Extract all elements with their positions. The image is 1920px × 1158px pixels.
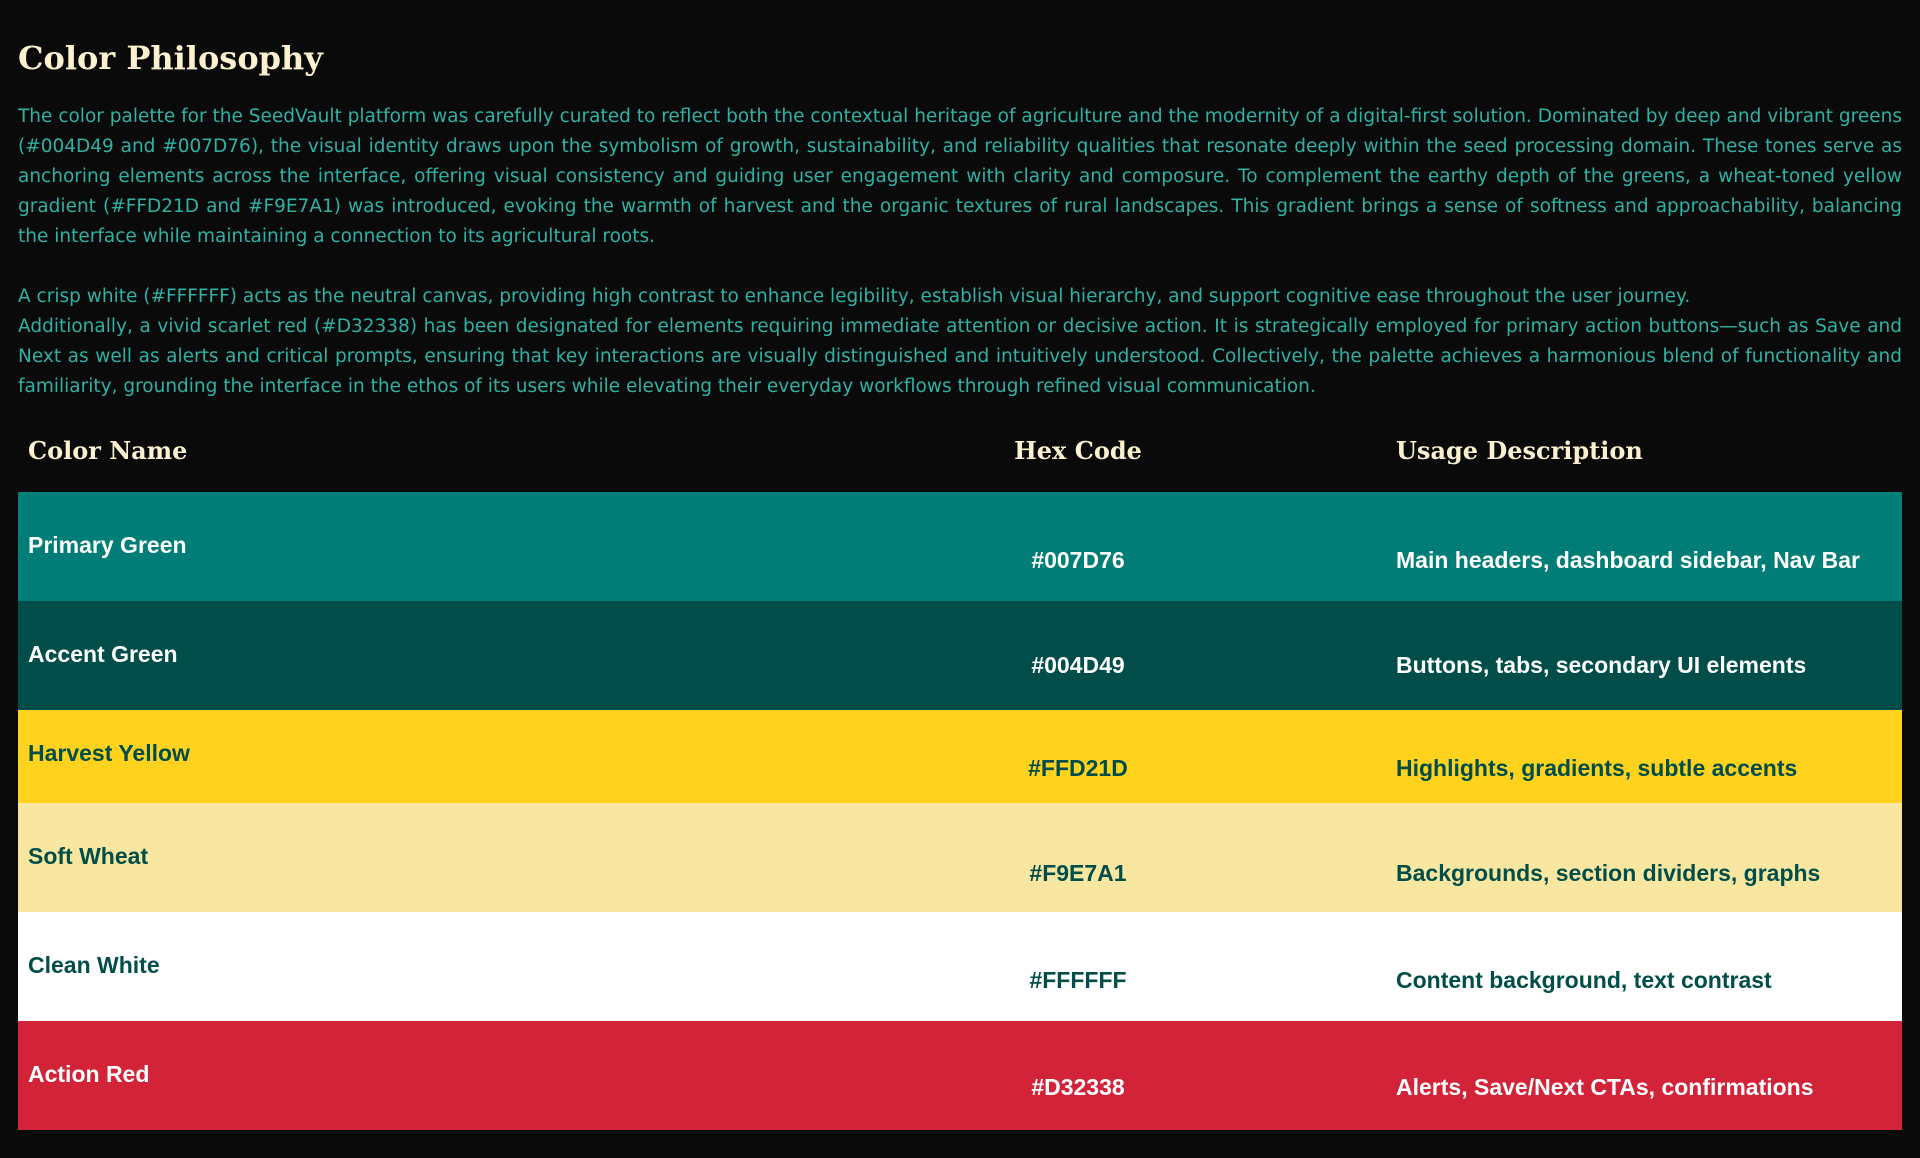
usage-cell bbox=[1386, 601, 1902, 710]
usage-cell bbox=[1386, 803, 1902, 912]
page-title: Color Philosophy bbox=[18, 39, 323, 77]
color-name: Primary Green bbox=[28, 532, 187, 558]
hex-code: #FFFFFF bbox=[1029, 967, 1127, 993]
usage-description: Content background, text contrast bbox=[1396, 967, 1772, 993]
usage-description: Buttons, tabs, secondary UI elements bbox=[1396, 652, 1807, 678]
hex-code: #007D76 bbox=[1031, 547, 1125, 573]
color-name-cell bbox=[18, 1021, 770, 1130]
table-row-action-red bbox=[18, 1021, 1902, 1130]
usage-cell bbox=[1386, 492, 1902, 601]
color-name-cell bbox=[18, 803, 770, 912]
header-hex-code: Hex Code bbox=[1014, 435, 1142, 465]
hex-code-cell bbox=[770, 710, 1386, 803]
usage-cell bbox=[1386, 912, 1902, 1021]
color-name-cell bbox=[18, 710, 770, 803]
header-color-name: Color Name bbox=[28, 435, 188, 465]
hex-code-cell bbox=[770, 803, 1386, 912]
color-name-cell bbox=[18, 912, 770, 1021]
color-name-cell bbox=[18, 492, 770, 601]
red-paragraph: Additionally, a vivid scarlet red (#D32338) has been designated for elements requiring immediate attention or decisive action. It is strategically employed for primary action buttons—such as Save and Next as well as alerts and critical prompts, ensuring that key interactions are visually distinguished and intuitively understood. Collectively, the palette achieves a harmonious blend of functionality and familiarity, grounding the interface in the ethos of its users while elevating their everyday workflows through refined visual communication. bbox=[18, 316, 1902, 397]
color-table bbox=[18, 408, 1902, 1130]
usage-description: Highlights, gradients, subtle accents bbox=[1396, 755, 1798, 781]
table-row-soft-wheat bbox=[18, 803, 1902, 912]
hex-code-cell bbox=[770, 1021, 1386, 1130]
color-name-cell bbox=[18, 601, 770, 710]
usage-cell bbox=[1386, 710, 1902, 803]
hex-code-cell bbox=[770, 912, 1386, 1021]
color-name: Action Red bbox=[28, 1061, 150, 1087]
table-header-row bbox=[18, 408, 1902, 492]
usage-cell bbox=[1386, 1021, 1902, 1130]
hex-code: #FFD21D bbox=[1028, 755, 1128, 781]
color-name: Accent Green bbox=[28, 641, 178, 667]
color-philosophy-section bbox=[18, 30, 1902, 1130]
hex-code-cell bbox=[770, 601, 1386, 710]
hex-code: #004D49 bbox=[1031, 652, 1125, 678]
usage-description: Alerts, Save/Next CTAs, confirmations bbox=[1396, 1074, 1814, 1100]
color-name: Harvest Yellow bbox=[28, 740, 190, 766]
white-paragraph: A crisp white (#FFFFFF) acts as the neutral canvas, providing high contrast to enhance legibility, establish visual hierarchy, and support cognitive ease throughout the user journey. bbox=[18, 286, 1691, 307]
usage-description: Backgrounds, section dividers, graphs bbox=[1396, 860, 1821, 886]
usage-description: Main headers, dashboard sidebar, Nav Bar bbox=[1396, 547, 1860, 573]
table-row-clean-white bbox=[18, 912, 1902, 1021]
intro-paragraph: The color palette for the SeedVault platform was carefully curated to reflect both the contextual heritage of agriculture and the modernity of a digital-first solution. Dominated by deep and vibrant greens (#004D49 and #007D76), the visual identity draws upon the symbolism of growth, sustainability, and reliability qualities that resonate deeply within the seed processing domain. These tones serve as anchoring elements across the interface, offering visual consistency and guiding user engagement with clarity and composure. To complement the earthy depth of the greens, a wheat-toned yellow gradient (#FFD21D and #F9E7A1) was introduced, evoking the warmth of harvest and the organic textures of rural landscapes. This gradient brings a sense of softness and approachability, balancing the interface while maintaining a connection to its agricultural roots. bbox=[18, 106, 1902, 247]
table-row-primary-green bbox=[18, 492, 1902, 601]
hex-code-cell bbox=[770, 492, 1386, 601]
table-row-harvest-yellow bbox=[18, 710, 1902, 803]
hex-code: #D32338 bbox=[1031, 1074, 1125, 1100]
header-usage-description: Usage Description bbox=[1396, 435, 1643, 465]
table-row-accent-green bbox=[18, 601, 1902, 710]
hex-code: #F9E7A1 bbox=[1029, 860, 1127, 886]
color-name: Clean White bbox=[28, 952, 160, 978]
color-name: Soft Wheat bbox=[28, 843, 149, 869]
